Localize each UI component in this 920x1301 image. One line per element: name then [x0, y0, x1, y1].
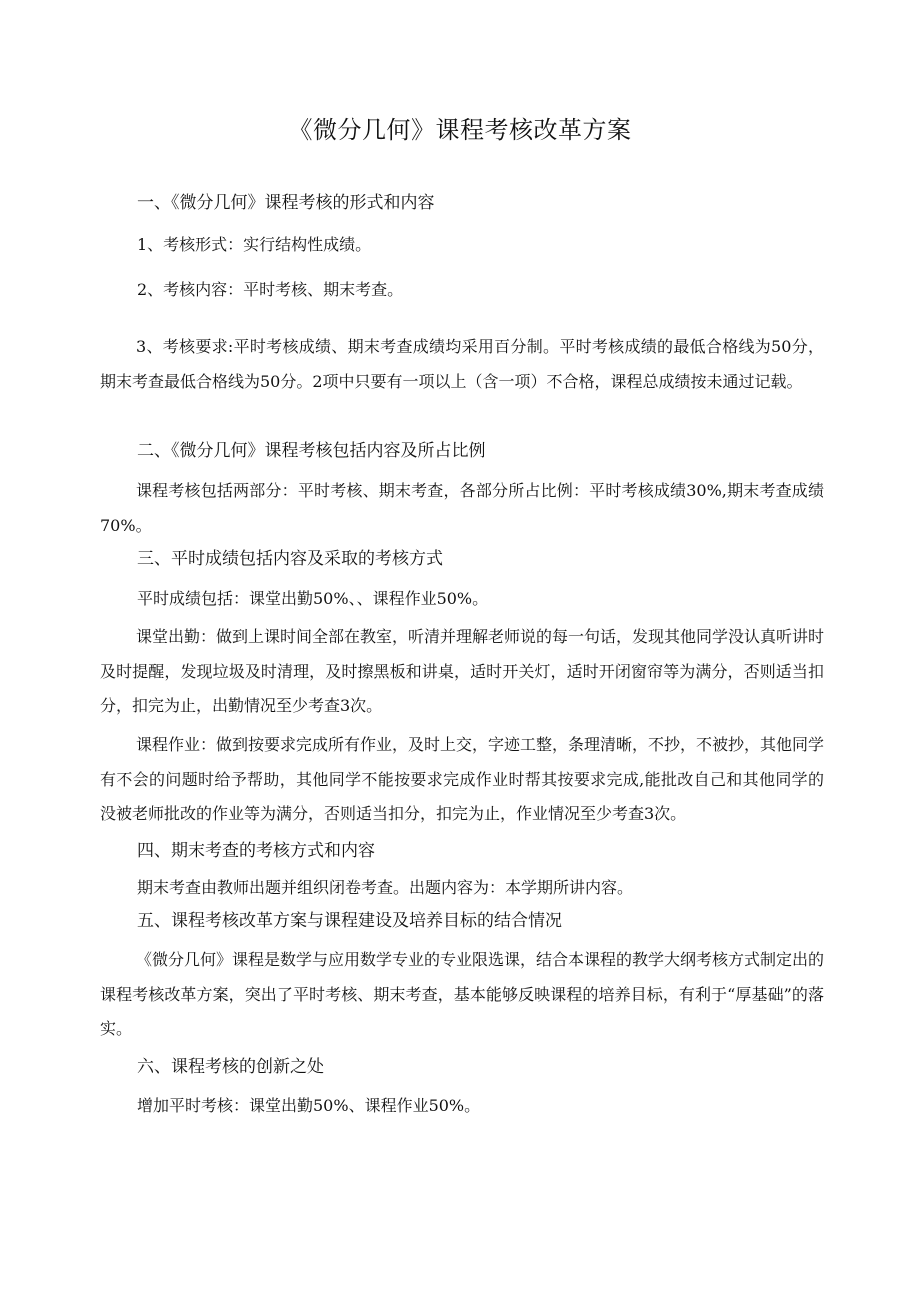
section2-text: 课程考核包括两部分：平时考核、期末考查，各部分所占比例：平时考核成绩30%,期末考查成绩70%。 — [100, 481, 824, 535]
section3-homework: 课程作业：做到按要求完成所有作业，及时上交，字迹工整，条理清晰，不抄，不被抄，其他同学有不会的问题时给予帮助，其他同学不能按要求完成作业时帮其按要求完成,能批改自己和其他同学的没被老师批改的作业等为满分，否则适当扣分，扣完为止，作业情况至少考查3次。 — [100, 735, 825, 823]
section3-line1: 平时成绩包括：课堂出勤50%、、课程作业50%。 — [137, 589, 489, 608]
section6-text: 增加平时考核：课堂出勤50%、课程作业50%。 — [137, 1096, 481, 1115]
section1-item1: 1、考核形式：实行结构性成绩。 — [137, 235, 372, 254]
section2-heading: 二、《微分几何》课程考核包括内容及所占比例 — [137, 441, 486, 461]
section4-text: 期末考查由教师出题并组织闭卷考查。出题内容为：本学期所讲内容。 — [137, 878, 634, 897]
section1-item2: 2、考核内容：平时考核、期末考查。 — [137, 280, 404, 299]
document-title: 《微分几何》课程考核改革方案 — [288, 116, 632, 144]
section5-heading: 五、课程考核改革方案与课程建设及培养目标的结合情况 — [137, 911, 562, 931]
section3-attendance: 课堂出勤：做到上课时间全部在教室，听清并理解老师说的每一句话，发现其他同学没认真听讲时及时提醒，发现垃圾及时清理，及时擦黑板和讲桌，适时开关灯，适时开闭窗帘等为满分，否则适当扣分，扣完为止，出勤情况至少考查3次。 — [100, 627, 825, 715]
section6-heading: 六、课程考核的创新之处 — [137, 1057, 324, 1077]
section5-text: 《微分几何》课程是数学与应用数学专业的专业限选课，结合本课程的教学大纲考核方式制定出的课程考核改革方案，突出了平时考核、期末考查，基本能够反映课程的培养目标，有利于“厚基础”的落实。 — [100, 950, 825, 1038]
section1-item3: 3、考核要求:平时考核成绩、期末考查成绩均采用百分制。平时考核成绩的最低合格线为50分，期末考查最低合格线为50分。2项中只要有一项以上（含一项）不合格，课程总成绩按未通过记载。 — [100, 337, 824, 391]
section4-heading: 四、期末考查的考核方式和内容 — [137, 841, 375, 861]
section1-heading: 一、《微分几何》课程考核的形式和内容 — [137, 193, 435, 213]
section3-heading: 三、平时成绩包括内容及采取的考核方式 — [137, 549, 443, 569]
